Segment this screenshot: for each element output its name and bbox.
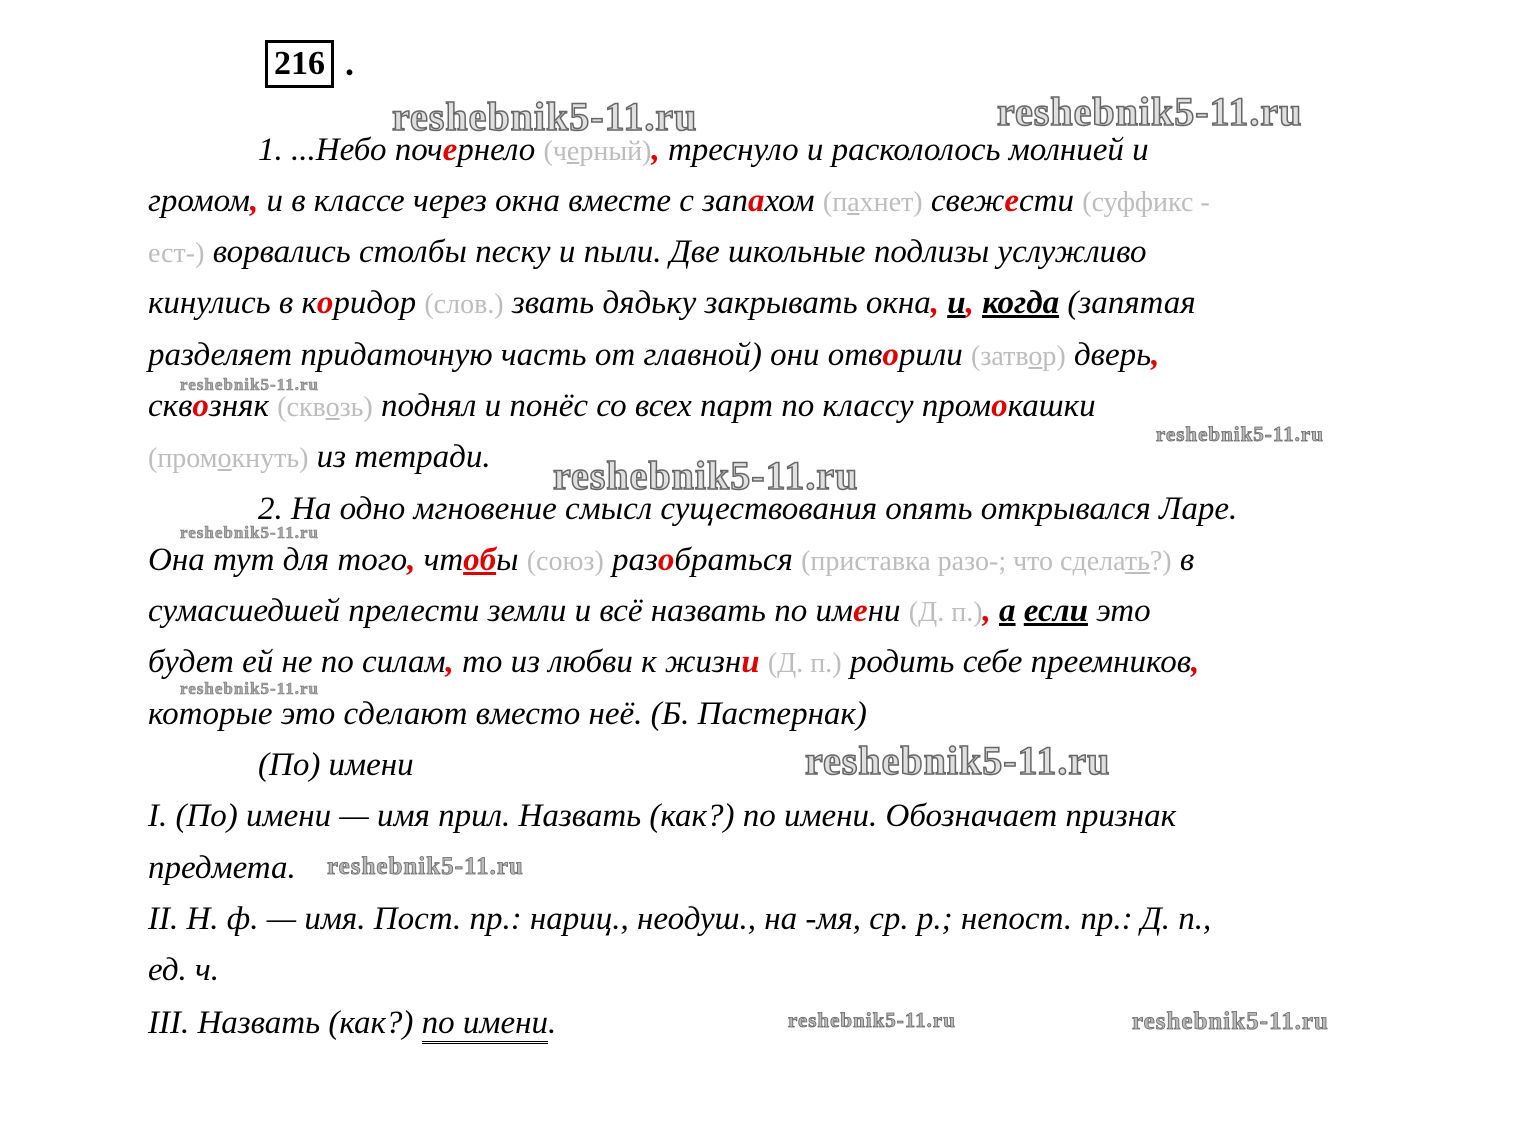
watermark: reshebnik5-11.ru [553,453,859,498]
text-line-14: I. (По) имени — имя прил. Назвать (как?) по имени. Обозначает признак [148,798,1177,834]
text-line-6: сквозняк (сквозь) поднял и понёс со всех парт по классу промокашки [148,388,1096,424]
watermark: reshebnik5-11.ru [1132,1008,1329,1035]
text-line-7: (промокнуть) из тетради. [148,439,491,475]
watermark: reshebnik5-11.ru [805,738,1111,783]
text-line-18: III. Назвать (как?) по имени. [148,1003,556,1043]
text-line-17: ед. ч. [148,952,220,988]
watermark: reshebnik5-11.ru [788,1008,956,1032]
watermark: reshebnik5-11.ru [997,89,1303,134]
text-line-5: разделяет придаточную часть от главной) они отворили (затвор) дверь, [148,337,1160,373]
watermark: reshebnik5-11.ru [327,853,524,880]
text-line-8: 2. На одно мгновение смысл существования опять открывался Ларе. [258,491,1238,527]
text-line-9: Она тут для того, чтобы (союз) разобраться (приставка разо-; что сделать?) в [148,542,1195,578]
watermark: reshebnik5-11.ru [1156,422,1324,446]
text-line-16: II. Н. ф. — имя. Пост. пр.: нариц., неодуш., на -мя, ср. р.; непост. пр.: Д. п., [148,901,1212,937]
text-line-4: кинулись в коридор (слов.) звать дядьку закрывать окна, и, когда (запятая [148,285,1196,321]
text-line-11: будет ей не по силам, то из любви к жизни (Д. п.) родить себе преемников, [148,644,1200,680]
text-line-10: сумасшедшей прелести земли и всё назвать по имени (Д. п.), а если это [148,593,1151,629]
text-line-13: (По) имени [258,747,414,783]
text-line-2: громом, и в классе через окна вместе с запахом (пахнет) свежести (суффикс - [148,183,1210,219]
watermark: reshebnik5-11.ru [180,523,319,542]
exercise-number-dot: . [345,43,354,83]
watermark: reshebnik5-11.ru [180,679,319,698]
text-line-1: 1. ...Небо почернело (черный), треснуло и раскололось молнией и [258,132,1149,168]
watermark: reshebnik5-11.ru [180,375,319,394]
text-line-3: ест-) ворвались столбы песку и пыли. Две школьные подлизы услужливо [148,234,1147,270]
text-line-12: которые это сделают вместо неё. (Б. Пастернак) [148,696,867,732]
text-line-15: предмета. [148,850,296,886]
exercise-number: 216 [265,40,334,88]
watermark: reshebnik5-11.ru [392,94,698,139]
